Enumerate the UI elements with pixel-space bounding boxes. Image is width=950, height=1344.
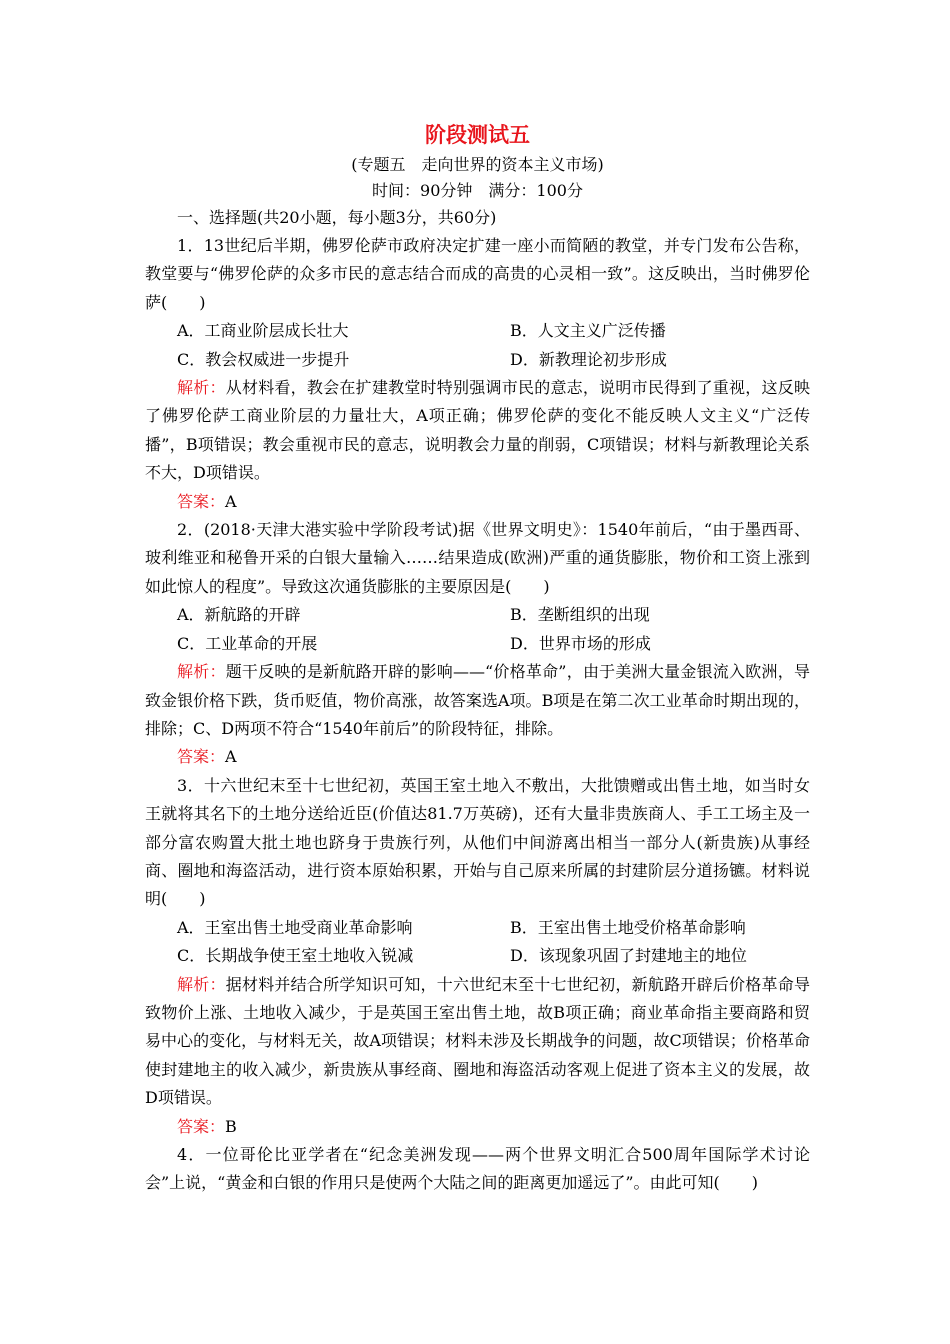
analysis bbox=[145, 971, 810, 1113]
option-c: C．教会权威进一步提升 bbox=[177, 349, 350, 369]
option-a: A．王室出售土地受商业革命影响 bbox=[177, 917, 413, 937]
analysis bbox=[145, 658, 810, 743]
question-stem: 2．(2018·天津大港实验中学阶段考试)据《世界文明史》：1540年前后，“由于墨西哥、玻利维亚和秘鲁开采的白银大量输入……结果造成(欧洲)严重的通货膨胀，物价和工资上涨到如此惊人的程度”。导致这次通货膨胀的主要原因是( ) bbox=[145, 520, 810, 596]
option-b: B．王室出售土地受价格革命影响 bbox=[510, 917, 746, 937]
analysis-text: 题干反映的是新航路开辟的影响——“价格革命”，由于美洲大量金银流入欧洲，导致金银价格下跌，货币贬值，物价高涨，故答案选A项。B项是在第二次工业革命时期出现的，排除；C、D两项不符合“1540年前后”的阶段特征，排除。 bbox=[145, 662, 810, 738]
question-1 bbox=[145, 232, 810, 516]
answer-value: B bbox=[225, 1116, 237, 1136]
option-a: A．工商业阶层成长壮大 bbox=[177, 321, 349, 341]
analysis-label: 解析： bbox=[177, 378, 226, 398]
page-subtitle: (专题五 走向世界的资本主义市场) bbox=[351, 155, 604, 174]
options-grid bbox=[145, 601, 810, 658]
option-d: D．该现象巩固了封建地主的地位 bbox=[510, 946, 747, 966]
options-grid bbox=[145, 914, 810, 971]
analysis-label: 解析： bbox=[177, 662, 226, 682]
document-page bbox=[145, 118, 810, 1198]
answer-label: 答案： bbox=[177, 491, 226, 511]
analysis-label: 解析： bbox=[177, 974, 226, 994]
question-4 bbox=[145, 1141, 810, 1198]
option-c: C．工业革命的开展 bbox=[177, 633, 318, 653]
answer bbox=[145, 743, 810, 771]
question-stem: 3．十六世纪末至十七世纪初，英国王室土地入不敷出，大批馈赠或出售土地，如当时女王就将其名下的土地分送给近臣(价值达81.7万英磅)，还有大量非贵族商人、手工工场主及一部分富农购置大批土地也跻身于贵族行列，从他们中间游离出相当一部分人(新贵族)从事经商、圈地和海盗活动，进行资本原始积累，开始与自己原来所属的封建阶层分道扬镳。材料说明( ) bbox=[145, 775, 810, 909]
analysis-text: 从材料看，教会在扩建教堂时特别强调市民的意志，说明市民得到了重视，这反映了佛罗伦萨工商业阶层的力量壮大，A项正确；佛罗伦萨的变化不能反映人文主义“广泛传播”，B项错误；教会重视市民的意志，说明教会力量的削弱，C项错误；材料与新教理论关系不大，D项错误。 bbox=[145, 378, 810, 483]
section-heading: 一、选择题(共20小题，每小题3分，共60分) bbox=[177, 208, 497, 227]
analysis-text: 据材料并结合所学知识可知，十六世纪末至十七世纪初，新航路开辟后价格革命导致物价上涨、土地收入减少，于是英国王室出售土地，故B项正确；商业革命指主要商路和贸易中心的变化，与材料无关，故A项错误；材料未涉及长期战争的问题，故C项错误；价格革命使封建地主的收入减少，新贵族从事经商、圈地和海盗活动客观上促进了资本主义的发展，故D项错误。 bbox=[145, 974, 810, 1108]
option-a: A．新航路的开辟 bbox=[177, 605, 301, 625]
answer bbox=[145, 488, 810, 516]
option-c: C．长期战争使王室土地收入锐减 bbox=[177, 946, 414, 966]
page-title: 阶段测试五 bbox=[425, 122, 530, 147]
answer-label: 答案： bbox=[177, 1116, 226, 1136]
answer-value: A bbox=[225, 491, 237, 511]
question-3 bbox=[145, 772, 810, 1141]
answer-value: A bbox=[225, 747, 237, 767]
option-b: B．垄断组织的出现 bbox=[510, 605, 650, 625]
option-d: D．新教理论初步形成 bbox=[510, 349, 667, 369]
option-b: B．人文主义广泛传播 bbox=[510, 321, 666, 341]
options-grid bbox=[145, 317, 810, 374]
question-2 bbox=[145, 516, 810, 772]
answer-label: 答案： bbox=[177, 747, 226, 767]
option-d: D．世界市场的形成 bbox=[510, 633, 651, 653]
question-stem: 1．13世纪后半期，佛罗伦萨市政府决定扩建一座小而简陋的教堂，并专门发布公告称，教堂要与“佛罗伦萨的众多市民的意志结合而成的高贵的心灵相一致”。这反映出，当时佛罗伦萨( ) bbox=[145, 236, 810, 312]
analysis bbox=[145, 374, 810, 488]
question-stem: 4．一位哥伦比亚学者在“纪念美洲发现——两个世界文明汇合500周年国际学术讨论会”上说，“黄金和白银的作用只是使两个大陆之间的距离更加遥远了”。由此可知( ) bbox=[145, 1145, 810, 1193]
time-info: 时间：90分钟 满分：100分 bbox=[372, 181, 583, 200]
answer bbox=[145, 1113, 810, 1141]
